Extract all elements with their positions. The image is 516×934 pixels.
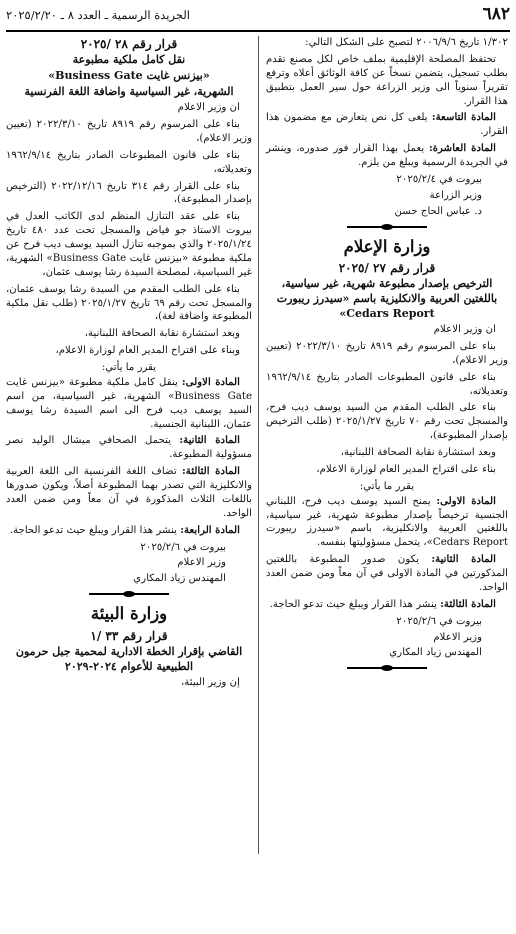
decision-title: الترخيص بإصدار مطبوعة شهرية، غير سياسية، باللغتين العربية والانكليزية باسم «سيدرز ريبورت Cedars Report» bbox=[276, 277, 498, 321]
header-rule bbox=[6, 30, 510, 32]
article-1 bbox=[6, 376, 252, 432]
article-text: تضاف اللغة الفرنسية الى اللغة العربية والانكليزية التي تصدر بهما المطبوعة أصلاً، ويكون صدورها باللغات الثلاث المذكورة في آن معاً ومن ضمن العدد الواحد. bbox=[6, 466, 252, 519]
paragraph: ان وزير الاعلام bbox=[433, 324, 496, 336]
article-3 bbox=[266, 598, 508, 612]
paragraph: بناء على قانون المطبوعات الصادر بتاريخ ١٩٦٢/٩/١٤ وتعديلاته، bbox=[6, 149, 252, 175]
right-column bbox=[266, 36, 508, 676]
paragraph: ١/٣٠٢ تاريخ ٢٠٠٦/٩/٦ لتصبح على الشكل التالي: bbox=[305, 37, 508, 48]
article-text: ينشر هذا القرار ويبلغ حيث تدعو الحاجة. bbox=[269, 598, 437, 610]
paragraph: بناء على المرسوم رقم ٨٩١٩ تاريخ ٢٠٢٢/٣/١٠ (تعيين وزير الاعلام)، bbox=[6, 119, 252, 144]
decision-number: قرار رقم ٢٧ /٢٠٢٥ bbox=[338, 260, 436, 275]
article-9 bbox=[266, 111, 508, 139]
decides-line: يقرر ما يأتي: bbox=[101, 362, 157, 374]
decision-number: قرار رقم ٣٣ /١ bbox=[90, 628, 168, 643]
signature-date: بيروت في ٢٠٢٥/٢/٤ bbox=[396, 173, 482, 185]
decision-title: نقل كامل ملكية مطبوعة bbox=[72, 53, 186, 67]
article-text: يعمل بهذا القرار فور صدوره، وينشر في الجريدة الرسمية ويبلغ من يلزم. bbox=[266, 143, 508, 168]
article-text: ينشر هذا القرار ويبلغ حيث تدعو الحاجة. bbox=[9, 524, 178, 536]
signature-name: المهندس زياد المكاري bbox=[389, 647, 482, 659]
signature-name: المهندس زياد المكاري bbox=[133, 573, 226, 585]
decision-title: القاضي بإقرار الخطة الادارية لمحمية جبل حرمون الطبيعية للأعوام ٢٠٢٤-٢٠٢٩ bbox=[15, 644, 243, 673]
page-header bbox=[6, 4, 510, 28]
decides-line: يقرر ما يأتي: bbox=[359, 480, 415, 492]
article-label: المادة الثانية: bbox=[431, 553, 496, 566]
article-text: يمنح السيد يوسف ديب فرح، اللبناني الجنسية ترخيصاً بإصدار مطبوعة شهرية، غير سياسية، باللغتين العربية والانكليزية، باسم «سيدرز ريبورت Cedars Report»، يتحمل مسؤوليتها بنفسه. bbox=[266, 495, 508, 549]
page-number: ٦٨٢ bbox=[482, 4, 510, 24]
signature-date: بيروت في ٢٠٢٥/٢/٦ bbox=[396, 615, 482, 627]
article-4 bbox=[6, 524, 252, 538]
article-label: المادة الاولى: bbox=[436, 494, 496, 507]
decision-title: «بيزنس غايت Business Gate» bbox=[48, 69, 210, 83]
paragraph: بناء على الطلب المقدم من السيدة رشا يوسف عثمان، والمسجل تحت رقم ٦٩ تاريخ ٢٠٢٥/١/٢٧ (طلب نقل ملكية المطبوعة واضافة لغة)، bbox=[6, 283, 252, 323]
paragraph: بناء على قانون المطبوعات الصادر بتاريخ ١٩٦٢/٩/١٤ وتعديلاته، bbox=[266, 371, 508, 397]
paragraph: وبعد استشارة نقابة الصحافة اللبنانية، bbox=[340, 447, 496, 459]
article-2 bbox=[266, 553, 508, 595]
article-text: يلغى كل نص يتعارض مع مضمون هذا القرار. bbox=[266, 112, 508, 138]
paragraph: بناء على اقتراح المدير العام لوزارة الاعلام، bbox=[316, 463, 496, 475]
left-column bbox=[6, 36, 252, 693]
article-text: يكون صدور المطبوعة باللغتين المذكورتين في المادة الاولى في آن معاً ومن ضمن العدد الواحد. bbox=[266, 554, 508, 593]
signature-title: وزير الاعلام bbox=[177, 557, 226, 569]
signature-date: بيروت في ٢٠٢٥/٢/٦ bbox=[140, 541, 226, 553]
article-label: المادة الثالثة: bbox=[440, 597, 496, 610]
ministry-heading: وزارة البيئة bbox=[90, 604, 168, 624]
paragraph: بناء على القرار رقم ٣١٤ تاريخ ٢٠٢٢/١٢/١٦ (الترخيص بإصدار المطبوعة)، bbox=[6, 180, 252, 206]
section-separator bbox=[347, 224, 427, 230]
signature-name: د. عباس الحاج حسن bbox=[394, 205, 482, 217]
paragraph: تحتفظ المصلحة الإقليمية بملف خاص لكل مصنع تقدم بطلب تسجيل، يتضمن نسخاً عن كافة الوثائق أعلاه وترفع تقريراً سنوياً الى وزير الزراعة حول سير العمل بتطبيق هذا القرار. bbox=[266, 53, 508, 107]
article-2 bbox=[6, 434, 252, 462]
article-label: المادة الرابعة: bbox=[180, 523, 240, 536]
paragraph: بناء على عقد التنازل المنظم لدى الكاتب العدل في بيروت الاستاذ جو فياض والمسجل تحت عدد ٤٨٠ تاريخ ٢٠٢٥/١/٢٤ والذي بموجبه تنازل السيد يوسف ديب فرح عن ملكية مطبوعة «بيزنس غايت Business Gate» الشهرية، غير السياسية، لمصلحة السيدة رشا يوسف عثمان، bbox=[6, 211, 253, 278]
article-label: المادة الاولى: bbox=[181, 375, 240, 388]
column-divider bbox=[258, 36, 259, 854]
article-label: المادة العاشرة: bbox=[428, 142, 496, 155]
paragraph: إن وزير البيئة، bbox=[181, 676, 240, 688]
article-text: ينقل كامل ملكية مطبوعة «بيزنس غايت Business Gate» الشهرية، غير السياسية، من اسم السيد يوسف ديب فرح الى اسم السيدة رشا يوسف عثمان، اللبنانية الجنسية. bbox=[6, 376, 252, 430]
article-1 bbox=[266, 495, 508, 551]
paragraph: وبناء على اقتراح المدير العام لوزارة الاعلام، bbox=[55, 345, 240, 357]
article-10 bbox=[266, 142, 508, 170]
article-label: المادة الثانية: bbox=[179, 434, 240, 447]
decision-title: الشهرية، غير السياسية واضافة اللغة الفرنسية bbox=[24, 85, 234, 99]
signature-title: وزير الزراعة bbox=[429, 189, 482, 201]
paragraph: بناء على المرسوم رقم ٨٩١٩ تاريخ ٢٠٢٢/٣/١٠ (تعيين وزير الاعلام)، bbox=[266, 340, 508, 366]
article-3 bbox=[6, 465, 252, 521]
section-separator bbox=[89, 591, 169, 597]
signature-title: وزير الاعلام bbox=[433, 631, 482, 643]
paragraph: ان وزير الاعلام bbox=[177, 102, 240, 114]
article-text: يتحمل الصحافي ميشال الوليد نصر مسؤولية المطبوعة. bbox=[6, 435, 252, 461]
article-label: المادة الثالثة: bbox=[182, 465, 240, 478]
paragraph: بناء على الطلب المقدم من السيد يوسف ديب فرح، والمسجل تحت رقم ٧٠ تاريخ ٢٠٢٥/١/٢٧ (طلب الترخيص بإصدار المطبوعة)، bbox=[266, 402, 508, 442]
section-separator bbox=[347, 665, 427, 671]
header-title: الجريدة الرسمية ـ العدد ٨ ـ ٢٠٢٥/٢/٢٠ bbox=[6, 8, 190, 22]
article-label: المادة التاسعة: bbox=[431, 111, 496, 124]
paragraph: وبعد استشارة نقابة الصحافة اللبنانية، bbox=[84, 328, 240, 340]
decision-number: قرار رقم ٢٨ /٢٠٢٥ bbox=[80, 37, 178, 51]
ministry-heading: وزارة الإعلام bbox=[343, 236, 431, 256]
